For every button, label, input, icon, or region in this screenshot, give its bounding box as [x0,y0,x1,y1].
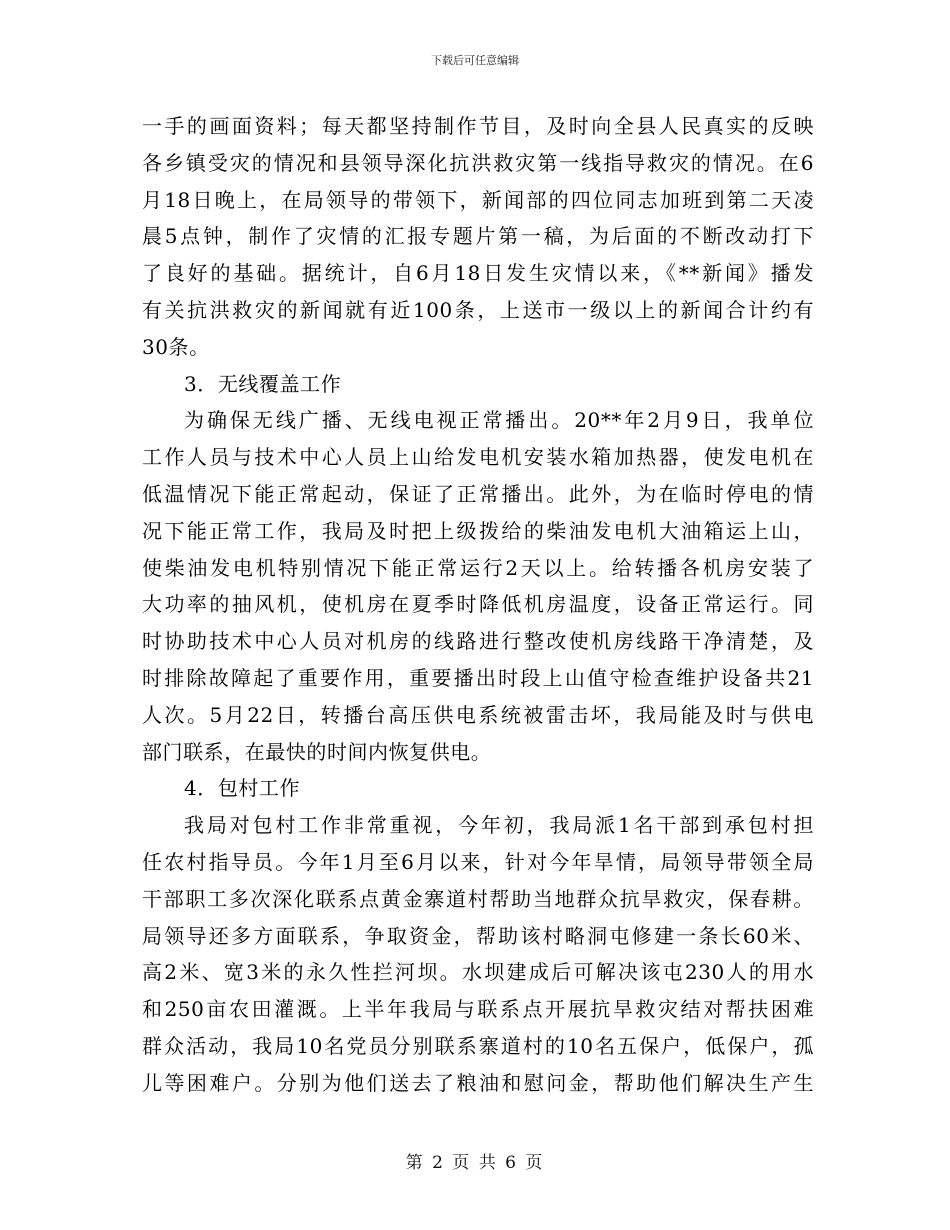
text-line: 一手的画面资料；每天都坚持制作节目，及时向全县人民真实的反映 [142,114,814,138]
text-line: 各乡镇受灾的情况和县领导深化抗洪救灾第一线指导救灾的情况。在6 [142,150,814,175]
text-line: 和250亩农田灌溉。上半年我局与联系点开展抗旱救灾结对帮扶困难 [142,997,814,1022]
text-line: 时协助技术中心人员对机房的线路进行整改使机房线路干净清楚，及 [142,629,814,654]
text-line: 群众活动，我局10名党员分别联系寨道村的10名五保户，低保户，孤 [142,1033,814,1058]
text-line: 低温情况下能正常起动，保证了正常播出。此外，为在临时停电的情 [142,481,814,506]
text-line: 为确保无线广播、无线电视正常播出。20**年2月9日，我单位 [184,408,814,433]
text-line: 况下能正常工作，我局及时把上级拨给的柴油发电机大油箱运上山， [142,518,814,543]
text-line: 30条。 [142,334,210,359]
text-line: 3．无线覆盖工作 [184,371,342,396]
text-line: 干部职工多次深化联系点黄金寨道村帮助当地群众抗旱救灾，保春耕。 [142,886,814,911]
text-line: 有关抗洪救灾的新闻就有近100条，上送市一级以上的新闻合计约有 [142,297,814,322]
text-line: 月18日晚上，在局领导的带领下，新闻部的四位同志加班到第二天凌 [142,187,814,212]
text-line: 部门联系，在最快的时间内恢复供电。 [142,739,492,764]
text-line: 人次。5月22日，转播台高压供电系统被雷击坏，我局能及时与供电 [142,702,814,727]
text-line: 儿等困难户。分别为他们送去了粮油和慰问金，帮助他们解决生产生 [142,1070,814,1095]
text-line: 工作人员与技术中心人员上山给发电机安装水箱加热器，使发电机在 [142,445,814,470]
text-line: 高2米、宽3米的永久性拦河坝。水坝建成后可解决该屯230人的用水 [142,960,814,985]
text-line: 晨5点钟，制作了灾情的汇报专题片第一稿，为后面的不断改动打下 [142,224,814,249]
text-line: 4．包村工作 [184,776,301,801]
text-line: 局领导还多方面联系，争取资金，帮助该村略洞屯修建一条长60米、 [142,923,814,948]
text-line: 了良好的基础。据统计，自6月18日发生灾情以来，《**新闻》播发 [142,261,814,286]
page-header: 下载后可任意编辑 [431,54,519,67]
document-body [142,108,814,1102]
text-line: 我局对包村工作非常重视，今年初，我局派1名干部到承包村担 [184,813,814,838]
text-line: 使柴油发电机特别情况下能正常运行2天以上。给转播各机房安装了 [142,555,814,580]
text-line: 任农村指导员。今年1月至6月以来，针对今年旱情，局领导带领全局 [142,849,814,874]
text-line: 大功率的抽风机，使机房在夏季时降低机房温度，设备正常运行。同 [142,592,814,617]
page-number: 第 2 页 共 6 页 [405,1153,545,1173]
text-line: 时排除故障起了重要作用，重要播出时段上山值守检查维护设备共21 [142,665,814,690]
